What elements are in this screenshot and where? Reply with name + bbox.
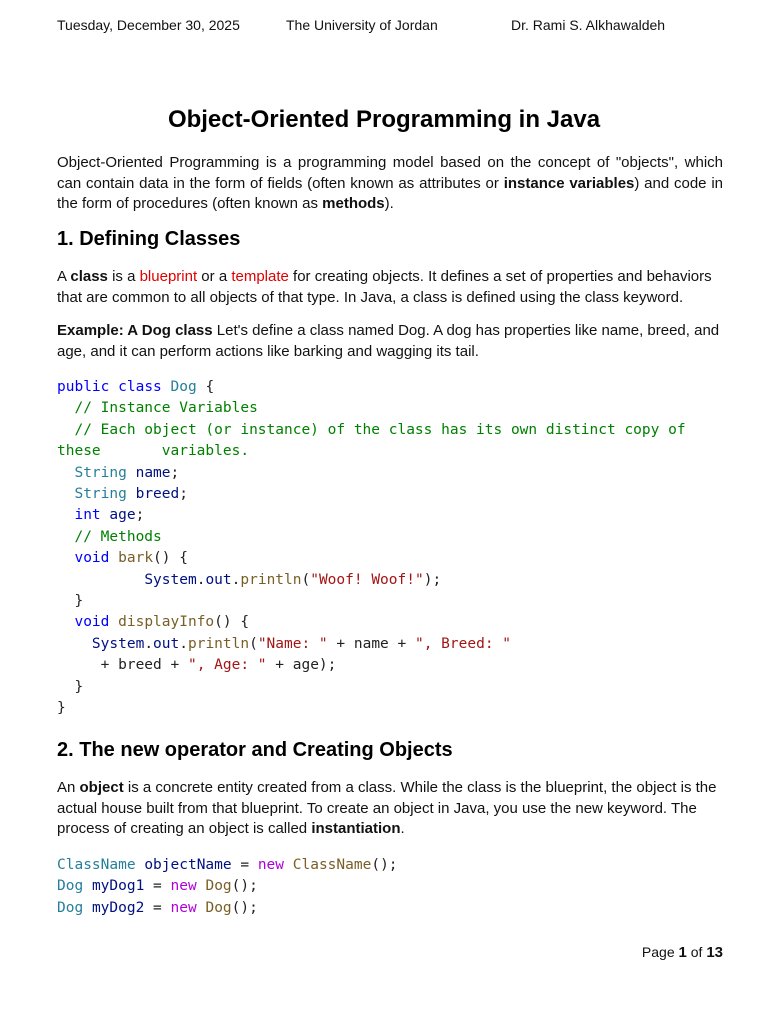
page-number: Page 1 of 13 bbox=[641, 944, 723, 961]
term-template: template bbox=[231, 268, 289, 285]
example-paragraph: Example: A Dog class Let's define a class named Dog. A dog has properties like name, breed, and age, and it can perform actions like barking and wagging its tail. bbox=[57, 322, 720, 360]
header-university: The University of Jordan bbox=[286, 17, 438, 33]
section-heading-new-operator: 2. The new operator and Creating Objects bbox=[57, 739, 453, 761]
header-date: Tuesday, December 30, 2025 bbox=[57, 17, 240, 33]
term-blueprint: blueprint bbox=[139, 268, 198, 285]
section-heading-defining-classes: 1. Defining Classes bbox=[57, 228, 241, 250]
intro-paragraph: Object-Oriented Programming is a programming model based on the concept of "objects", which can contain data in the form of fields (often known as attributes or instance variables) and code in the form of procedures (often known as methods). bbox=[57, 154, 723, 212]
header-author: Dr. Rami S. Alkhawaldeh bbox=[511, 17, 666, 33]
dog-class-code-block: public class Dog { // Instance Variables // Each object (or instance) of the class has its own distinct copy of these variables. String name; String breed; int age; // Methods void bark() { System.out.println("Woof! Woof!"); } void displayInfo() { System.out.println("Name: " + name + ", Breed: " + breed + ", Age: " + age); } } bbox=[57, 379, 686, 717]
object-paragraph: An object is a concrete entity created from a class. While the class is the blueprint, the object is the actual house built from that blueprint. To create an object in Java, you use the new keyword. The process of creating an object is called instantiation. bbox=[57, 779, 717, 837]
term-instance-variables: instance variables bbox=[503, 174, 635, 192]
term-methods: methods bbox=[322, 195, 385, 212]
class-definition-paragraph: A class is a blueprint or a template for creating objects. It defines a set of properties and behaviors that are common to all objects of that type. In Java, a class is defined using the class keyword. bbox=[57, 268, 712, 306]
object-creation-code-block: ClassName objectName = new ClassName(); Dog myDog1 = new Dog(); Dog myDog2 = new Dog(); bbox=[57, 857, 398, 916]
document-title: Object-Oriented Programming in Java bbox=[167, 106, 601, 133]
